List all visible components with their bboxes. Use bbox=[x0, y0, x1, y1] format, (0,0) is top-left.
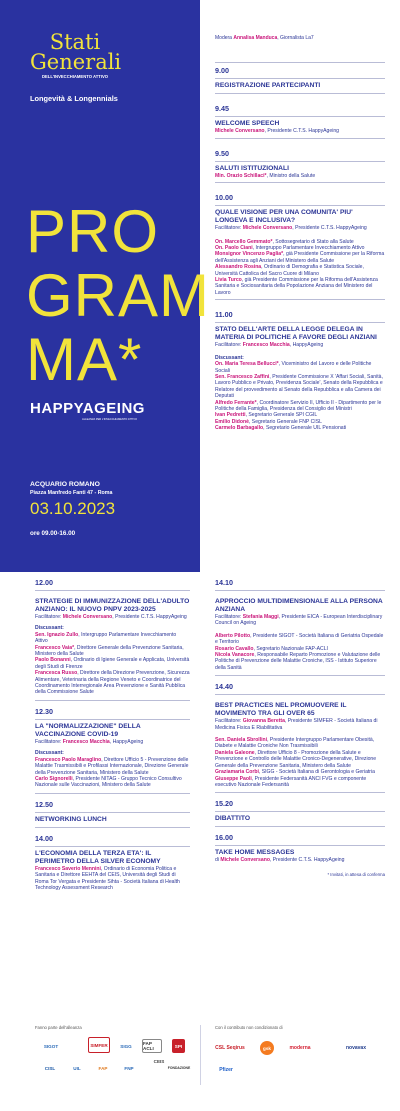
title-1230: LA "NORMALIZZAZIONE" DELLA VACCINAZIONE COVID-19 bbox=[35, 722, 141, 738]
speaker-role: , Viceministro del Lavoro e delle Politiche Sociali bbox=[215, 361, 372, 374]
facilitator-role: , Presidente C.T.S. HappyAgeing bbox=[112, 614, 187, 620]
speaker-name: On. Marcello Gemmato* bbox=[215, 238, 273, 245]
speaker-role: , Presidente Commissione X 'Affari Sociali, Sanità, Lavoro Pubblico e Privato, Previdenza Sociale', Senato della Repubblica e Relatore del provvedimento al Senato della Repubblica e alla Camera dei Deputati bbox=[215, 373, 383, 400]
divider bbox=[215, 590, 385, 591]
speaker-role: , Intergruppo Parlamentare Invecchiamento Attivo bbox=[252, 245, 365, 252]
speaker-entry bbox=[215, 264, 385, 277]
speaker-name: Rosario Cavallo bbox=[215, 645, 254, 652]
title-1250: NETWORKING LUNCH bbox=[35, 815, 107, 823]
title-1440: BEST PRACTICES NEL PROMUOVERE IL MOVIMENTO TRA GLI OVER 65 bbox=[215, 702, 347, 718]
venue-address: Piazza Manfredo Fanti 47 - Roma bbox=[30, 490, 113, 496]
title-950: SALUTI ISTITUZIONALI bbox=[215, 164, 289, 172]
speaker-role: , Ordinario di Igiene Generale e Applicata, Università degli Studi di Firenze bbox=[35, 657, 190, 670]
time-1600: 16.00 bbox=[215, 833, 233, 843]
speaker-name: Daniela Galeone bbox=[215, 749, 255, 756]
title-1200: STRATEGIE DI IMMUNIZZAZIONE DELL'ADULTO ANZIANO: IL NUOVO PNPV 2023-2025 bbox=[35, 598, 190, 613]
speaker-name: Francesco Paolo Maraglino bbox=[35, 756, 102, 763]
time-945: 9.45 bbox=[215, 104, 229, 114]
title-1400: L'ECONOMIA DELLA TERZA ETA': IL PERIMETRO DELLA SILVER ECONOMY bbox=[35, 849, 161, 865]
time-1520: 15.20 bbox=[215, 799, 233, 809]
speaker-name: Giuseppe Paoli bbox=[215, 775, 252, 782]
speaker-entry bbox=[215, 277, 385, 296]
logo-line1: Stati bbox=[49, 30, 101, 54]
logo-fap-acli: FAP ACLI bbox=[142, 1039, 162, 1053]
logo-pfizer: Pfizer bbox=[219, 1067, 233, 1073]
speaker-role: , Presidente Federsanità ANCI FVG e componente esecutivo Nazionale Federsanità bbox=[215, 775, 367, 788]
logo-novavax: novavax bbox=[345, 1045, 366, 1051]
divider bbox=[215, 138, 385, 139]
time-1440: 14.40 bbox=[215, 682, 233, 692]
cover-panel bbox=[0, 0, 210, 572]
facilitator-1200 bbox=[35, 614, 190, 620]
speaker-name: Carmelo Barbagallo bbox=[215, 425, 264, 432]
logo-spi: SPI bbox=[172, 1039, 185, 1053]
title-1100: STATO DELL'ARTE DELLA LEGGE DELEGA IN MATERIA DI POLITICHE A FAVORE DEGLI ANZIANI bbox=[215, 326, 377, 342]
speaker-role: , Coordinatore Servizio II, Ufficio II - Dipartimento per le Politiche della Famiglia, Presidenza del Consiglio dei Ministri bbox=[215, 399, 382, 412]
speaker-name: On. Paolo Ciani bbox=[215, 245, 253, 252]
speaker-role: , Ordinario di Demografia e Statistica Sociale, Università Cattolica del Sacro Cuore di Milano bbox=[215, 264, 364, 277]
logo-sigg: SIGG bbox=[120, 1043, 132, 1049]
speaker-entry bbox=[35, 866, 190, 892]
logo-fap: FAP bbox=[98, 1065, 108, 1071]
programma-title bbox=[26, 200, 210, 392]
speaker-name: Emilio Didonè bbox=[215, 418, 249, 425]
facilitator-label: Facilitatore: bbox=[215, 718, 243, 725]
title-1600: TAKE HOME MESSAGES bbox=[215, 849, 295, 857]
facilitator-name: Francesco Macchia bbox=[242, 342, 290, 349]
logo-line2: Generali bbox=[30, 50, 122, 74]
speaker-name: Alessandro Rosina bbox=[215, 264, 262, 271]
logo-gsk: gsk bbox=[260, 1041, 274, 1055]
speaker-role: , Ministro della Salute bbox=[266, 172, 316, 179]
speaker-entry bbox=[35, 657, 190, 670]
divider bbox=[215, 62, 385, 63]
facilitator-name: Francesco Macchia bbox=[62, 738, 110, 745]
facilitator-1100 bbox=[215, 342, 385, 348]
facilitator-1000 bbox=[215, 225, 385, 231]
facilitator-name: Michele Conversano bbox=[62, 614, 113, 620]
speaker-entry bbox=[215, 652, 385, 671]
facilitator-role: , HappyAgeing bbox=[289, 342, 324, 349]
speaker-name: Livia Turco bbox=[215, 277, 242, 284]
facilitator-role: , Presidente EICA - European Interdisciplinary Council on Ageing bbox=[215, 614, 383, 627]
stati-generali-logo bbox=[30, 32, 120, 79]
speaker-entry bbox=[215, 737, 385, 750]
brand-subtitle: ALLEANZA PER L'INVECCHIAMENTO ATTIVO bbox=[82, 418, 138, 421]
speaker-entry bbox=[35, 776, 190, 789]
facilitator-label: Facilitatore: bbox=[215, 342, 243, 349]
programma-line2: GRAM bbox=[26, 262, 210, 329]
speakers-1410 bbox=[215, 633, 385, 671]
speakers-1000 bbox=[215, 239, 385, 297]
speaker-role: , Presidente C.T.S. HappyAgeing bbox=[269, 857, 345, 864]
time-1000: 10.00 bbox=[215, 193, 233, 203]
title-900: REGISTRAZIONE PARTECIPANTI bbox=[215, 82, 321, 90]
facilitator-label: Facilitatore: bbox=[35, 614, 63, 620]
logo-fondazione: FONDAZIONE bbox=[167, 1066, 191, 1070]
venue-title: ACQUARIO ROMANO bbox=[30, 481, 100, 488]
speaker-role: , Presidente NITAG - Gruppo Tecnico Consultivo Nazionale sulle Vaccinazioni, Ministero della Salute bbox=[35, 775, 182, 789]
speaker-role: , Direttore Generale della Prevenzione Sanitaria, Ministero della Salute bbox=[35, 644, 184, 658]
speaker-name: Graziamaria Corbi bbox=[215, 769, 259, 776]
divider bbox=[215, 182, 385, 183]
footer-divider bbox=[200, 1025, 201, 1085]
speaker-role: , Intergruppo Parlamentare Invecchiamento Attivo bbox=[35, 631, 177, 645]
footer bbox=[0, 1025, 400, 1111]
logo-uil: UIL bbox=[73, 1065, 81, 1071]
speaker-entry bbox=[215, 425, 385, 431]
speaker-name: Sen. Francesco Zaffini bbox=[215, 373, 270, 380]
logo-moderna: moderna bbox=[289, 1045, 311, 1051]
title-1410: APPROCCIO MULTIDIMENSIONALE ALLA PERSONA ANZIANA bbox=[215, 598, 383, 613]
facilitator-role: , HappyAgeing bbox=[109, 738, 144, 745]
divider bbox=[215, 78, 385, 79]
speaker-entry bbox=[35, 670, 190, 696]
speaker-role: , Segretario Generale UIL Pensionati bbox=[263, 425, 347, 432]
speaker-name: Sen. Ignazio Zullo bbox=[35, 631, 79, 638]
time-1400: 14.00 bbox=[35, 833, 53, 843]
speaker-entry bbox=[35, 632, 190, 645]
programma-line3: MA* bbox=[26, 326, 143, 393]
title-945: WELCOME SPEECH bbox=[215, 120, 280, 128]
facilitator-name: Michele Conversano bbox=[242, 225, 293, 232]
tagline: Longevità & Longennials bbox=[30, 94, 118, 103]
speaker-name: Min. Orazio Schillaci* bbox=[215, 172, 267, 179]
divider bbox=[35, 827, 190, 828]
divider bbox=[215, 826, 385, 827]
speaker-role: , già Presidente Commissione per la Riforma dell'Assistenza Sanitaria e Sociosanitaria della Popolazione Anziana del Ministero del Lavoro bbox=[215, 277, 378, 296]
speaker-entry bbox=[215, 776, 385, 789]
speaker-name: Sen. Daniela Sbrollini bbox=[215, 737, 268, 744]
speaker-entry bbox=[215, 750, 385, 769]
moderator-pre: Modera bbox=[215, 35, 234, 41]
divider bbox=[215, 161, 385, 162]
speaker-950 bbox=[215, 173, 385, 179]
speaker-entry bbox=[215, 251, 385, 264]
facilitator-1440 bbox=[215, 718, 385, 731]
speakers-1440 bbox=[215, 737, 385, 788]
speaker-name: Carlo Signorelli bbox=[35, 775, 73, 782]
facilitator-1230 bbox=[35, 739, 190, 745]
speaker-entry bbox=[215, 361, 385, 374]
speaker-name: Paolo Bonanni bbox=[35, 657, 71, 664]
speaker-role: , Segretario Generale FNP CISL bbox=[248, 418, 322, 425]
speaker-name: Michele Conversano bbox=[215, 128, 265, 135]
speaker-entry bbox=[215, 633, 385, 646]
logo-simfer: SIMFER bbox=[88, 1037, 110, 1053]
speaker-entry bbox=[35, 645, 190, 658]
divider bbox=[215, 845, 385, 846]
speaker-role: , Segretario Generale SPI CGIL bbox=[245, 412, 318, 419]
speaker-pre: di bbox=[215, 857, 221, 864]
discussant-label: Discussant: bbox=[215, 354, 244, 361]
speaker-name: Michele Conversano bbox=[220, 857, 270, 864]
happyageing-logo bbox=[30, 400, 145, 421]
speaker-entry bbox=[215, 374, 385, 400]
right-top-column bbox=[215, 35, 385, 432]
facilitator-name: Giovanna Beretta bbox=[242, 718, 285, 725]
time-1250: 12.50 bbox=[35, 799, 53, 809]
logo-subtitle: DELL'INVECCHIAMENTO ATTIVO bbox=[41, 74, 109, 79]
speaker-role: , SIGG - Società Italiana di Gerontologia e Geriatria bbox=[258, 769, 375, 776]
event-hours: ore 09.00-16.00 bbox=[30, 530, 76, 537]
sponsors-label: Con il contributo non condizionato di bbox=[215, 1025, 283, 1030]
time-1100: 11.00 bbox=[215, 310, 233, 320]
facilitator-label: Facilitatore: bbox=[35, 738, 63, 745]
speaker-name: Francesco Saverio Mennini bbox=[35, 865, 101, 872]
title-1000: QUALE VISIONE PER UNA COMUNITA' PIU' LONGEVA E INCLUSIVA? bbox=[215, 209, 353, 225]
bottom-right-column bbox=[215, 578, 385, 878]
divider bbox=[35, 719, 190, 720]
speaker-role: , Presidente SIGOT - Società Italiana di Geriatria Ospedale e Territorio bbox=[215, 632, 384, 646]
title-1520: DIBATTITO bbox=[215, 815, 251, 823]
speaker-role: , Responsabile Reparto Promozione e Valutazione delle Politiche di Prevenzione delle Malattie Croniche, ISS - Istituto Superiore della Sanità bbox=[215, 652, 381, 671]
moderator-line bbox=[215, 35, 385, 41]
speaker-name: On. Maria Teresa Bellucci* bbox=[215, 361, 279, 368]
divider bbox=[215, 322, 385, 323]
speakers-1230 bbox=[35, 757, 190, 789]
facilitator-label: Facilitatore: bbox=[215, 225, 243, 232]
speaker-role: , Direttore Ufficio 5 - Prevenzione delle Malattie Trasmissibili e Profilassi Internazionale, Direzione Generale della Prevenzione Sanitaria, Ministero della Salute bbox=[35, 756, 189, 776]
speakers-1200 bbox=[35, 632, 190, 696]
speaker-role: , Presidente Intergruppo Parlamentare Obesità, Diabete e Malattie Croniche Non Trasmissibili bbox=[215, 737, 375, 750]
divider bbox=[215, 792, 385, 793]
speakers-1400 bbox=[35, 866, 190, 892]
time-1410: 14.10 bbox=[215, 578, 233, 587]
divider bbox=[35, 846, 190, 847]
logo-csl-seqirus: CSL Seqirus bbox=[215, 1045, 245, 1051]
divider bbox=[35, 793, 190, 794]
facilitator-role: , Presidente SIMFER - Società Italiana di Medicina Fisica E Riabilitativa bbox=[215, 718, 378, 731]
speaker-entry bbox=[35, 757, 190, 776]
facilitator-name: Stefania Maggi bbox=[242, 614, 279, 620]
moderator-name: Annalisa Manduca bbox=[233, 35, 278, 41]
divider bbox=[35, 812, 190, 813]
speaker-name: Alfredo Ferrante* bbox=[215, 399, 257, 406]
facilitator-role: , Presidente C.T.S. HappyAgeing bbox=[292, 225, 367, 232]
bottom-left-column bbox=[35, 578, 190, 891]
event-date: 03.10.2023 bbox=[30, 499, 116, 518]
divider bbox=[215, 205, 385, 206]
divider bbox=[215, 299, 385, 300]
speaker-role: , Direttore della Direzione Prevenzione, Sicurezza Alimentare, Veterinaria della Regione Veneto e Coordinatrice del Coordinamento Interregionale Area Prevenzione e Sanità Pubblica della Commissione Salute bbox=[35, 670, 190, 696]
speaker-name: Francesca Russo bbox=[35, 670, 78, 677]
speaker-role: , Presidente C.T.S. HappyAgeing bbox=[264, 128, 340, 135]
divider bbox=[35, 590, 190, 591]
alliance-label: Fanno parte dell'alleanza bbox=[35, 1025, 82, 1030]
logo-cisl: CISL bbox=[44, 1065, 56, 1071]
divider bbox=[215, 811, 385, 812]
programma-line1: PRO bbox=[26, 198, 160, 265]
divider bbox=[35, 700, 190, 701]
speakers-1100 bbox=[215, 361, 385, 431]
speaker-945 bbox=[215, 128, 385, 134]
speaker-1600 bbox=[215, 857, 385, 863]
time-900: 9.00 bbox=[215, 66, 229, 76]
speaker-name: Alberto Pilotto bbox=[215, 632, 251, 639]
speaker-role: , Sottosegretario di Stato alla Salute bbox=[272, 238, 354, 245]
logo-fnp: FNP bbox=[124, 1065, 134, 1071]
brand-name: HAPPYAGEING bbox=[30, 400, 145, 417]
speaker-role: , Direttore Ufficio 8 - Promozione della Salute e Prevenzione e Controllo delle Malattie Cronico-Degenerative, Direzione Generale della Prevenzione Sanitaria, Ministero della Salute bbox=[215, 749, 377, 769]
logo-sigot: SIGOT bbox=[43, 1043, 59, 1049]
logo-ceis: CEIS bbox=[153, 1058, 165, 1064]
speaker-role: , Segretario Nazionale FAP-ACLI bbox=[253, 645, 328, 652]
discussant-label: Discussant: bbox=[35, 750, 64, 757]
divider bbox=[215, 93, 385, 94]
speaker-name: Ivan Pedretti bbox=[215, 412, 246, 419]
divider bbox=[215, 675, 385, 676]
discussant-label: Discussant: bbox=[35, 625, 64, 632]
time-1230: 12.30 bbox=[35, 706, 53, 716]
speaker-name: Nicola Vanacore bbox=[215, 652, 255, 659]
moderator-role: , Giornalista La7 bbox=[277, 35, 314, 41]
invited-note: * Invitati, in attesa di conferma bbox=[327, 871, 385, 877]
speaker-role: , Ordinario di Economia Politica e Sanitaria e Direttore EEHTA del CEIS, Università degli Studi di Roma Tor Vergata e Presidente Sihta - Società Italiana di Health Technology Assessment Research bbox=[35, 865, 180, 891]
speaker-name: Monsignor Vincenzo Paglia* bbox=[215, 251, 284, 258]
speaker-entry bbox=[215, 400, 385, 413]
divider bbox=[215, 116, 385, 117]
facilitator-label: Facilitatore: bbox=[215, 614, 243, 620]
speaker-role: , già Presidente Commissione per la Riforma dell'Assistenza agli Anziani del Ministero della Salute bbox=[215, 251, 385, 264]
divider bbox=[215, 694, 385, 695]
time-950: 9.50 bbox=[215, 148, 229, 158]
speaker-name: Francesco Vaia* bbox=[35, 644, 75, 651]
facilitator-1410 bbox=[215, 614, 385, 627]
time-1200: 12.00 bbox=[35, 578, 53, 587]
